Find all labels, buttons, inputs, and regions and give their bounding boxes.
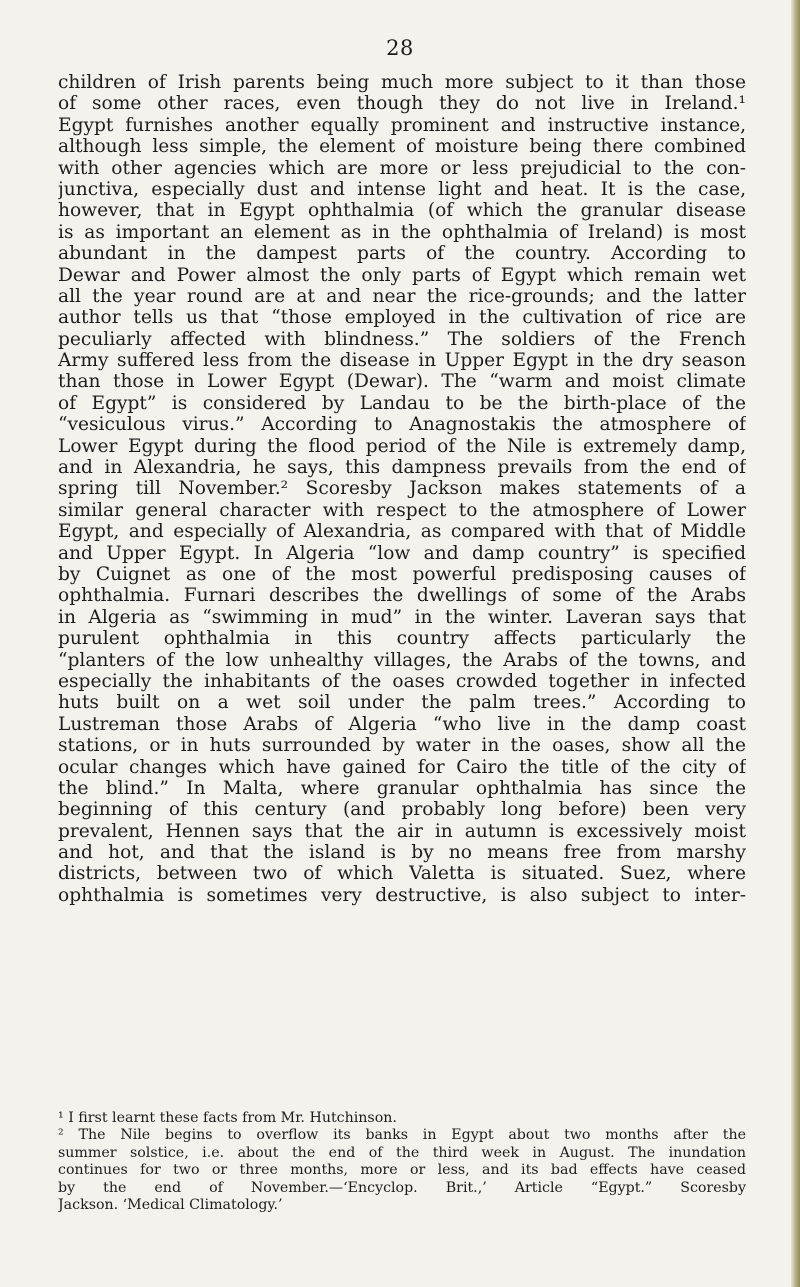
body-line: junctiva, especially dust and intense light and heat. It is the case, <box>58 178 746 200</box>
page-number: 28 <box>386 36 414 60</box>
page-edge-shadow <box>791 0 800 1287</box>
body-line: stations, or in huts surrounded by water in the oases, show all the <box>58 735 746 757</box>
body-line: Dewar and Power almost the only parts of Egypt which remain wet <box>58 264 746 286</box>
body-line: ophthalmia is sometimes very destructive, is also subject to inter- <box>58 884 746 906</box>
body-line: all the year round are at and near the rice-grounds; and the latter <box>58 285 746 307</box>
body-line: ophthalmia. Furnari describes the dwellings of some of the Arabs <box>58 585 746 607</box>
body-line: abundant in the dampest parts of the country. According to <box>58 243 746 265</box>
body-line: and in Alexandria, he says, this dampness prevails from the end of <box>58 457 746 479</box>
footnote-2-line: summer solstice, i.e. about the end of the third week in August. The inundation <box>58 1144 746 1161</box>
body-line: of some other races, even though they do not live in Ireland.¹ <box>58 93 746 115</box>
body-line: with other agencies which are more or less prejudicial to the con- <box>58 157 746 179</box>
body-line: especially the inhabitants of the oases crowded together in infected <box>58 670 746 692</box>
footnote-1: ¹ I first learnt these facts from Mr. Hutchinson. <box>58 1110 397 1126</box>
body-line: purulent ophthalmia in this country affects particularly the <box>58 628 746 650</box>
body-line: the blind.” In Malta, where granular ophthalmia has since the <box>58 777 746 799</box>
body-line: huts built on a wet soil under the palm trees.” According to <box>58 692 746 714</box>
body-line: author tells us that “those employed in the cultivation of rice are <box>58 307 746 329</box>
body-line: spring till November.² Scoresby Jackson makes statements of a <box>58 478 746 500</box>
body-line: Lustreman those Arabs of Algeria “who live in the damp coast <box>58 713 746 735</box>
body-line: districts, between two of which Valetta is situated. Suez, where <box>58 863 746 885</box>
body-line: by Cuignet as one of the most powerful predisposing causes of <box>58 563 746 585</box>
body-line: and Upper Egypt. In Algeria “low and damp country” is specified <box>58 542 746 564</box>
body-line: although less simple, the element of moisture being there combined <box>58 136 746 158</box>
footnotes <box>58 1110 746 1214</box>
body-text <box>58 72 746 906</box>
body-line: peculiarly affected with blindness.” The soldiers of the French <box>58 328 746 350</box>
body-line: in Algeria as “swimming in mud” in the winter. Laveran says that <box>58 606 746 628</box>
body-line: Lower Egypt during the flood period of the Nile is extremely damp, <box>58 435 746 457</box>
body-line: similar general character with respect to the atmosphere of Lower <box>58 499 746 521</box>
body-line: prevalent, Hennen says that the air in autumn is excessively moist <box>58 820 746 842</box>
body-line: than those in Lower Egypt (Dewar). The “warm and moist climate <box>58 371 746 393</box>
footnote-2-line: continues for two or three months, more or less, and its bad effects have ceased <box>58 1162 746 1179</box>
body-line: Egypt, and especially of Alexandria, as compared with that of Middle <box>58 521 746 543</box>
body-line: is as important an element as in the ophthalmia of Ireland) is most <box>58 221 746 243</box>
footnote-2-line: ² The Nile begins to overflow its banks in Egypt about two months after the <box>58 1127 746 1144</box>
body-line: of Egypt” is considered by Landau to be the birth-place of the <box>58 392 746 414</box>
body-line: ocular changes which have gained for Cairo the title of the city of <box>58 756 746 778</box>
footnote-2-line: Jackson. ‘Medical Climatology.’ <box>58 1196 283 1213</box>
body-line: beginning of this century (and probably long before) been very <box>58 799 746 821</box>
body-line: Egypt furnishes another equally prominent and instructive instance, <box>58 114 746 136</box>
body-line: however, that in Egypt ophthalmia (of which the granular disease <box>58 200 746 222</box>
footnote-2-line: by the end of November.—‘Encyclop. Brit.,’ Article “Egypt.” Scoresby <box>58 1179 746 1196</box>
body-line: children of Irish parents being much more subject to it than those <box>58 72 746 93</box>
body-line: and hot, and that the island is by no means free from marshy <box>58 842 746 864</box>
body-line: “planters of the low unhealthy villages, the Arabs of the towns, and <box>58 649 746 671</box>
body-line: Army suffered less from the disease in Upper Egypt in the dry season <box>58 350 746 372</box>
body-line: “vesiculous virus.” According to Anagnostakis the atmosphere of <box>58 414 746 436</box>
